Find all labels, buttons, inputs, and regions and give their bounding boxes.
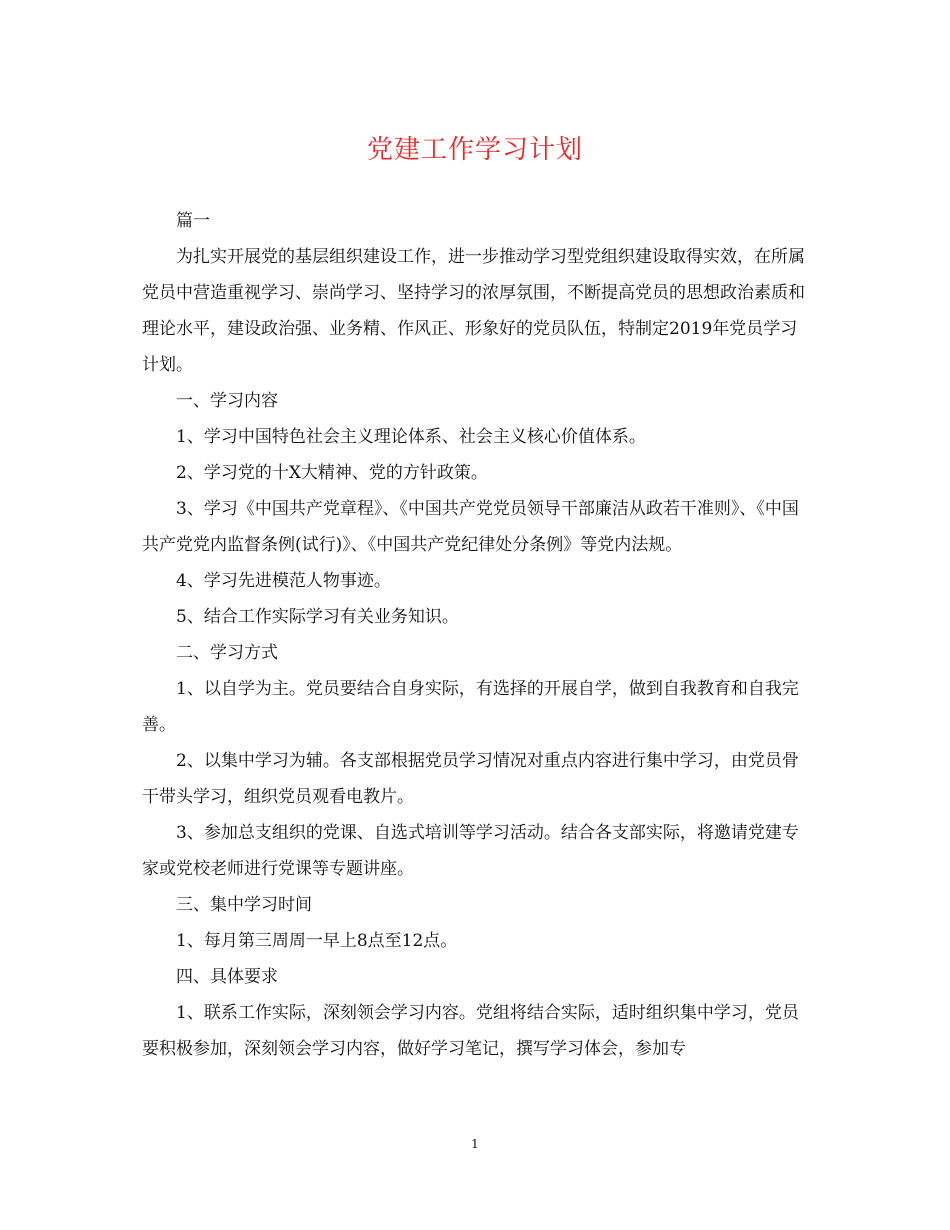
list-item: 1、学习中国特色社会主义理论体系、社会主义核心价值体系。 [176, 427, 646, 447]
intro-paragraph: 为扎实开展党的基层组织建设工作，进一步推动学习型党组织建设取得实效，在所属党员中营造重视学习、崇尚学习、坚持学习的浓厚氛围，不断提高党员的思想政治素质和理论水平，建设政治强、业务精、作风正、形象好的党员队伍，特制定2019年党员学习计划。 [142, 247, 805, 375]
list-item: 4、学习先进模范人物事迹。 [176, 571, 391, 591]
document-title: 党建工作学习计划 [366, 135, 583, 165]
list-item: 2、学习党的十X大精神、党的方针政策。 [176, 463, 488, 483]
heading-requirements: 四、具体要求 [176, 967, 278, 987]
list-item: 5、结合工作实际学习有关业务知识。 [176, 607, 459, 627]
list-item: 3、学习《中国共产党章程》、《中国共产党党员领导干部廉洁从政若干准则》、《中国共产党党内监督条例(试行)》、《中国共产党纪律处分条例》等党内法规。 [142, 499, 799, 555]
list-item: 1、联系工作实际，深刻领会学习内容。党组将结合实际，适时组织集中学习，党员要积极参加，深刻领会学习内容，做好学习笔记，撰写学习体会，参加专 [142, 1003, 799, 1059]
heading-study-method: 二、学习方式 [176, 643, 278, 663]
page-number: 1 [471, 1137, 479, 1151]
heading-study-time: 三、集中学习时间 [176, 895, 312, 915]
list-item: 1、以自学为主。党员要结合自身实际，有选择的开展自学，做到自我教育和自我完善。 [142, 679, 799, 735]
document-body [142, 203, 810, 1067]
list-item: 3、参加总支组织的党课、自选式培训等学习活动。结合各支部实际，将邀请党建专家或党校老师进行党课等专题讲座。 [142, 823, 799, 879]
list-item: 1、每月第三周周一早上8点至12点。 [176, 931, 458, 951]
heading-study-content: 一、学习内容 [176, 391, 278, 411]
list-item: 2、以集中学习为辅。各支部根据党员学习情况对重点内容进行集中学习，由党员骨干带头学习，组织党员观看电教片。 [142, 751, 799, 807]
section-label: 篇一 [176, 211, 210, 231]
